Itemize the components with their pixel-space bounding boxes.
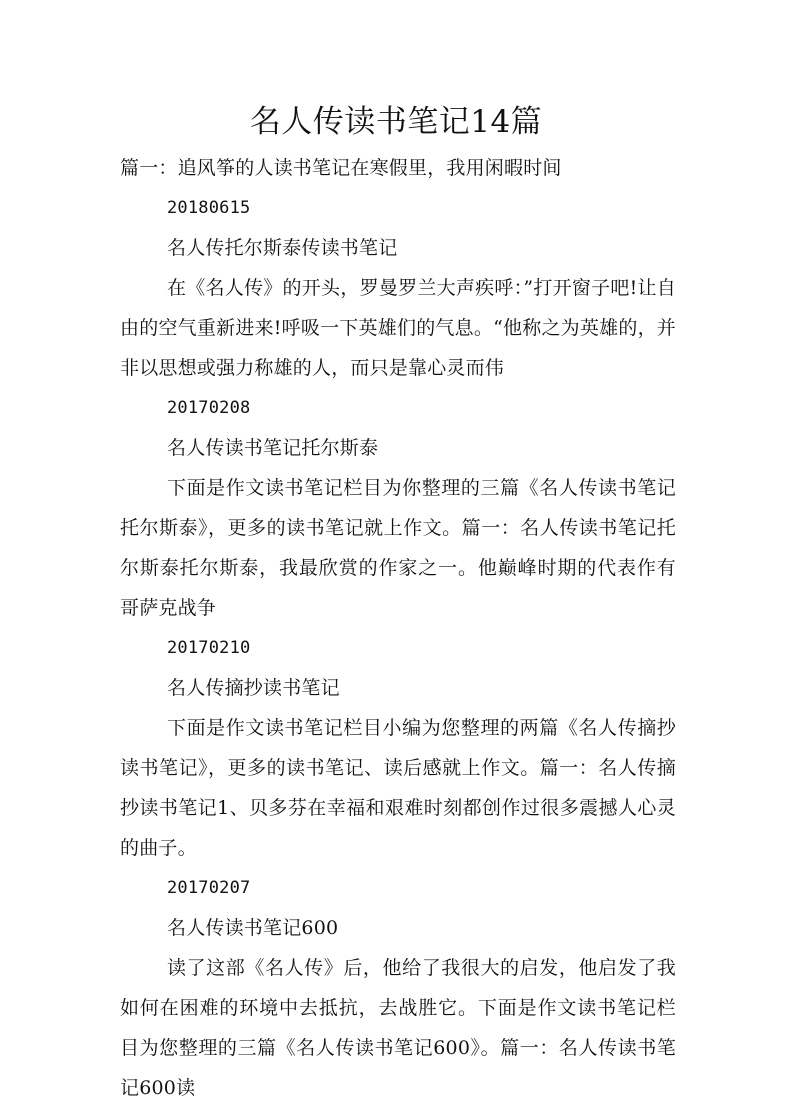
article-heading: 名人传托尔斯泰传读书笔记 — [167, 237, 398, 259]
article-summary: 在《名人传》的开头，罗曼罗兰大声疾呼：”打开窗子吧!让自由的空气重新进来!呼吸一下英雄们的气息。“他称之为英雄的，并非以思想或强力称雄的人，而只是靠心灵而伟 — [120, 277, 676, 379]
date-line: 20180615 — [167, 198, 251, 218]
article-heading: 名人传摘抄读书笔记 — [167, 677, 340, 699]
article-summary: 下面是作文读书笔记栏目小编为您整理的两篇《名人传摘抄读书笔记》，更多的读书笔记、读后感就上作文。篇一：名人传摘抄读书笔记1、贝多芬在幸福和艰难时刻都创作过很多震撼人心灵的曲子。 — [120, 717, 676, 859]
article-summary: 下面是作文读书笔记栏目为你整理的三篇《名人传读书笔记托尔斯泰》，更多的读书笔记就上作文。篇一：名人传读书笔记托尔斯泰托尔斯泰，我最欣赏的作家之一。他巅峰时期的代表作有哥萨克战争 — [120, 477, 676, 619]
date-line: 20170207 — [167, 878, 251, 898]
intro-line: 篇一：追风筝的人读书笔记在寒假里，我用闲暇时间 — [120, 157, 562, 179]
date-line: 20170208 — [167, 398, 251, 418]
article-heading: 名人传读书笔记600 — [167, 917, 339, 939]
article-summary: 读了这部《名人传》后，他给了我很大的启发，他启发了我如何在困难的环境中去抵抗，去战胜它。下面是作文读书笔记栏目为您整理的三篇《名人传读书笔记600》。篇一：名人传读书笔记600读 — [120, 957, 676, 1099]
date-line: 20170210 — [167, 638, 251, 658]
document-title: 名人传读书笔记14篇 — [249, 104, 543, 140]
article-heading: 名人传读书笔记托尔斯泰 — [167, 437, 379, 459]
document-body — [120, 148, 676, 1108]
